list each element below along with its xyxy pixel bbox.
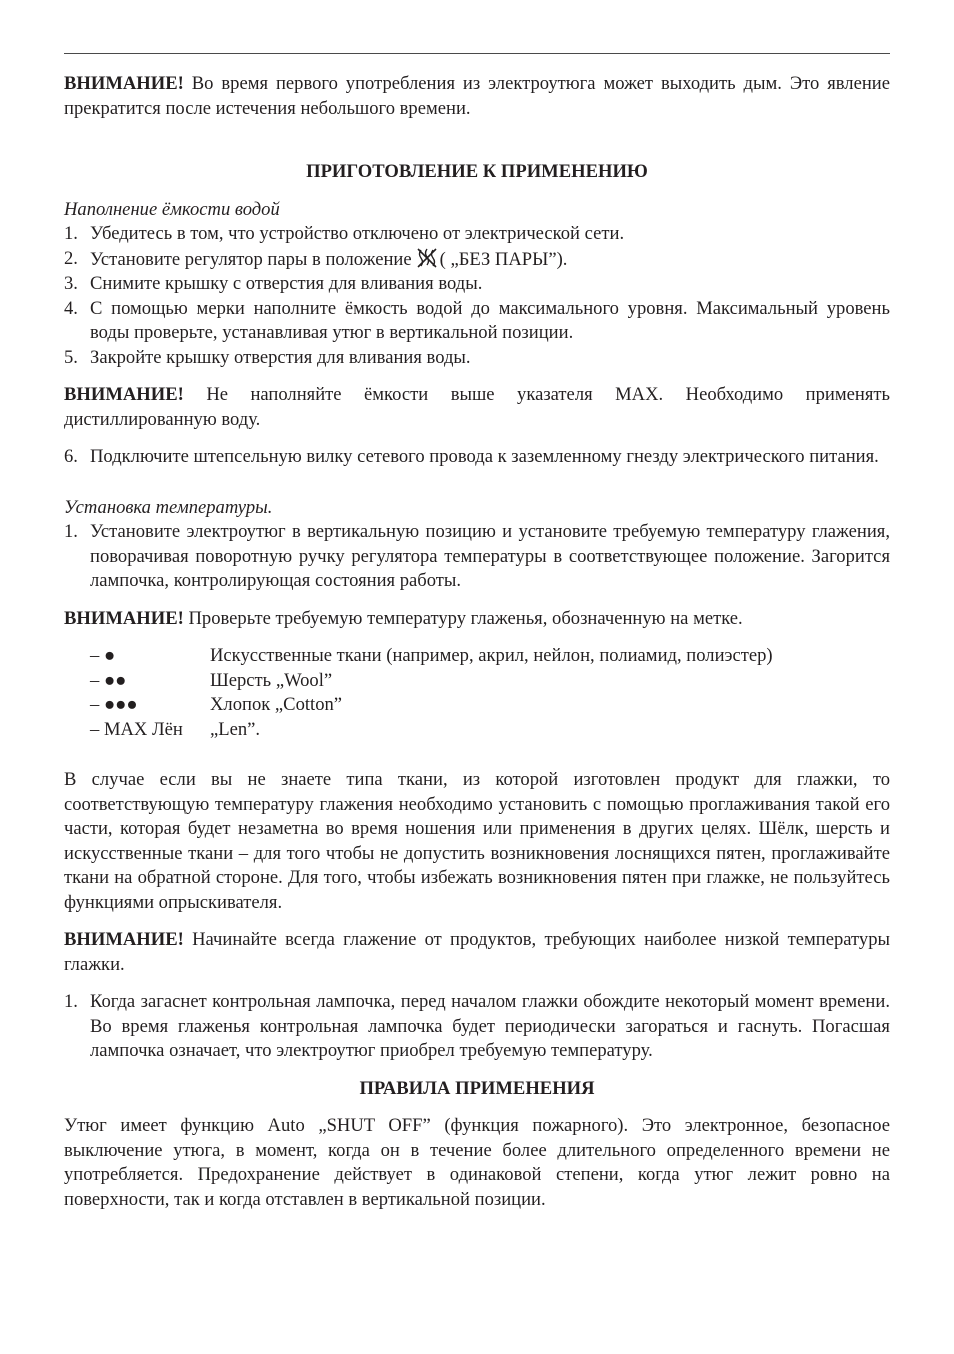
temp-mark: – ●● [90,669,127,691]
page-content [64,72,890,1212]
temp-description: Искусственные ткани (например, акрил, нейлон, полиамид, полиэстер) [210,645,773,666]
section-title-rules: ПРАВИЛА ПРИМЕНЕНИЯ [359,1077,595,1099]
list-item: 2. Установите регулятор пары в положение ( „БЕЗ ПАРЫ”). [64,247,568,270]
subtitle-temperature: Установка температуры. [64,496,273,518]
paragraph-auto-shut-off: Утюг имеет функцию Auto „SHUT OFF” (функция пожарного). Это электронное, безопасное выключение утюга, в момент, когда он в течение более длительного определенного времени не употребляется. Предохранение действует в одинаковой степени, когда утюг лежит ровно на поверхности, так и когда отставлен в вертикальной позиции. [64,1115,890,1210]
temperature-steps-list [64,520,890,594]
warning-text: Проверьте требуемую температуру глаженья, обозначенную на метке. [188,607,743,629]
warning-label: ВНИМАНИЕ! [64,384,184,405]
list-item [90,644,890,669]
subtitle-fill-water: Наполнение ёмкости водой [64,198,280,220]
warning-text: Начинайте всегда глажение от продуктов, требующих наиболее низкой температуры глажки. [64,929,890,975]
list-item: 1. Убедитесь в том, что устройство отключено от электрической сети. [64,223,625,244]
fill-steps-list [64,222,890,370]
temp-description: Хлопок „Cotton” [210,694,343,715]
warning-label: ВНИМАНИЕ! [64,607,184,629]
warning-check-temperature [64,607,890,632]
warning-label: ВНИМАНИЕ! [64,73,184,94]
temp-mark: – MAX Лён [90,718,183,740]
list-item: 1. Когда загаснет контрольная лампочка, перед началом глажки обождите некоторый момент времени. Во время глаженья контрольная лампочка будет периодически загораться и гаснуть. Погасшая лампочка означает, что электроутюг приобрел требуемую температуру. [64,991,890,1061]
warning-max-level [64,383,890,432]
warning-text: Не наполняйте ёмкости выше указателя MAX. Необходимо применять дистиллированную воду. [64,384,890,430]
list-item: 5. Закройте крышку отверстия для вливания воды. [64,346,471,368]
paragraph-unknown-fabric: В случае если вы не знаете типа ткани, из которой изготовлен продукт для глажки, то соответствующую температуру глажения необходимо установить с помощью проглаживания такой его части, которая будет незаметна во время ношения или применения в других целях. Шёлк, шерсть и искусственные ткани – для того чтобы не допустить возникновения лоснящихся пятен, проглаживайте ткани на обратной стороне. Для того, чтобы избежать возникновения пятен при глажке, не пользуйтесь функциями опрыскивателя. [64,769,890,913]
warning-low-temperature-first [64,928,890,977]
warning-first-use [64,72,890,121]
list-item: 3. Снимите крышку с отверстия для вливания воды. [64,273,483,294]
no-steam-icon [416,247,438,269]
temp-mark: – ● [90,645,116,666]
temp-description: Шерсть „Wool” [210,669,333,691]
list-item [90,669,890,694]
temp-mark: – ●●● [90,694,138,715]
warning-text: Во время первого употребления из электроутюга может выходить дым. Это явление прекратится после истечения небольшого времени. [64,73,890,119]
temp-description: „Len”. [210,718,261,740]
lamp-steps-list [64,990,890,1064]
list-item: 6. Подключите штепсельную вилку сетевого провода к заземленному гнезду электрического питания. [64,446,879,467]
top-rule [64,53,890,54]
list-item [90,718,890,743]
plug-step-list [64,445,890,470]
section-title-preparation: ПРИГОТОВЛЕНИЕ К ПРИМЕНЕНИЮ [306,161,648,182]
temperature-marks-list [64,644,890,742]
list-item: 1. Установите электроутюг в вертикальную позицию и установите требуемую температуру глажения, поворачивая поворотную ручку регулятора температуры в соответствующее положение. Загорится лампочка, контролирующая состояния работы. [64,521,890,591]
list-item: 4. С помощью мерки наполните ёмкость водой до максимального уровня. Максимальный уровень воды проверьте, устанавливая утюг в вертикальной позиции. [64,297,890,343]
warning-label: ВНИМАНИЕ! [64,929,184,950]
list-item [90,693,890,718]
